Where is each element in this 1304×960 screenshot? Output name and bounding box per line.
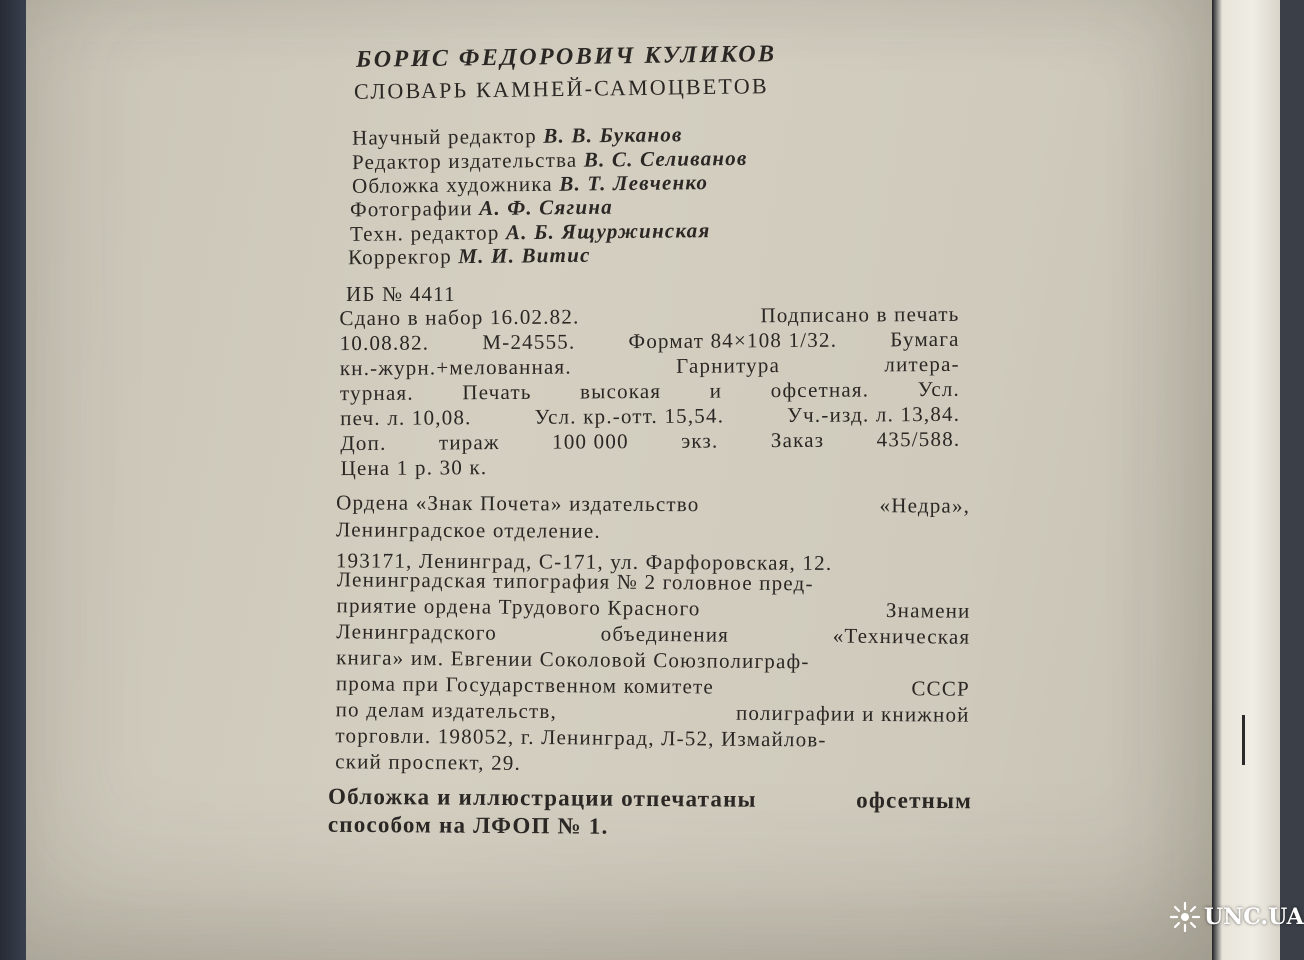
dark-background-edge <box>0 0 28 960</box>
imprint-text: Печать <box>462 379 532 405</box>
imprint-block <box>339 302 960 481</box>
printer-line: Ленинградская типография № 2 головное пред- <box>336 567 814 596</box>
credit-name: В. С. Селиванов <box>583 145 748 172</box>
imprint-text: и <box>709 378 723 403</box>
printer-text: прома при Государственном комитете <box>335 671 715 699</box>
imprint-text: 435/588. <box>876 426 961 452</box>
imprint-text: печ. л. 10,08. <box>340 405 472 431</box>
imprint-text: литера- <box>884 351 960 377</box>
printer-text: объединения <box>600 621 730 647</box>
imprint-text: турная. <box>339 380 414 406</box>
printer-line: ский проспект, 29. <box>335 749 522 775</box>
imprint-text: тираж <box>438 430 500 455</box>
credit-role: Редактор издательства <box>351 147 578 175</box>
imprint-text: Сдано в набор 16.02.82. <box>339 304 580 331</box>
credit-line <box>348 243 591 271</box>
credit-name: А. Ф. Сягина <box>479 194 613 221</box>
cover-note-line: способом на ЛФОП № 1. <box>327 811 609 839</box>
imprint-text: высокая <box>580 378 662 404</box>
imprint-text: Доп. <box>340 430 387 456</box>
imprint-text: Формат 84×108 1/32. <box>628 327 838 354</box>
imprint-text: Подписано в печать <box>760 301 960 328</box>
printer-text: «Техническая <box>832 623 971 649</box>
cover-note-block <box>328 784 972 842</box>
printer-block <box>335 567 971 780</box>
credit-role: Научный редактор <box>351 123 538 150</box>
publisher-line <box>336 490 970 518</box>
credit-role: Обложка художника <box>351 171 554 198</box>
publisher-address: 193171, Ленинград, С-171, ул. Фарфоровская, 12. <box>335 548 833 575</box>
imprint-text: Заказ <box>770 427 825 453</box>
sunburst-logo-icon <box>1168 900 1202 934</box>
imprint-text: 10.08.82. <box>339 330 430 356</box>
watermark-text: UNC.UA <box>1204 904 1304 930</box>
imprint-text: М-24555. <box>482 329 576 355</box>
imprint-text: кн.-журн.+мелованная. <box>339 354 572 381</box>
book-title: СЛОВАРЬ КАМНЕЙ-САМОЦВЕТОВ <box>353 73 769 104</box>
credit-name: А. Б. Ящуржинская <box>505 218 711 245</box>
publisher-text: «Недра», <box>879 493 971 518</box>
credit-role: Техн. редактор <box>349 220 500 246</box>
cover-note-text: офсетным <box>856 787 973 814</box>
publisher-line: Ленинградское отделение. <box>335 517 601 543</box>
credit-name: В. В. Буканов <box>543 122 683 148</box>
credit-role: Фотографии <box>349 196 473 222</box>
printer-text: Ленинградского <box>336 619 498 645</box>
imprint-text: Уч.-изд. л. 13,84. <box>786 401 961 428</box>
credit-role: Коррекгор <box>347 244 452 270</box>
cover-note-text: Обложка и иллюстрации отпечатаны <box>328 783 757 812</box>
page-notch <box>1242 715 1245 765</box>
facing-page-edge <box>1212 0 1280 960</box>
printer-text: Знамени <box>885 598 971 623</box>
imprint-text: Гарнитура <box>676 353 781 378</box>
printer-line: торговли. 198052, г. Ленинград, Л-52, Измайлов- <box>335 723 827 752</box>
ib-number: ИБ № 4411 <box>346 282 456 306</box>
site-watermark <box>1168 900 1304 934</box>
printer-line: книга» им. Евгении Соколовой Союзполиграф- <box>336 645 810 674</box>
printer-text: приятие ордена Трудового Красного <box>336 593 701 621</box>
publisher-text: Ордена «Знак Почета» издательство <box>336 490 700 517</box>
imprint-text: Бумага <box>890 326 960 352</box>
imprint-text: офсетная. <box>770 377 870 403</box>
imprint-text: Усл. кр.-отт. 15,54. <box>534 403 725 429</box>
author-name: БОРИС ФЕДОРОВИЧ КУЛИКОВ <box>355 41 777 73</box>
credit-name: В. Т. Левченко <box>559 170 709 196</box>
credit-name: М. И. Витис <box>458 242 591 269</box>
imprint-text: Усл. <box>917 376 961 402</box>
printer-text: СССР <box>911 676 970 701</box>
publisher-block <box>336 490 970 576</box>
imprint-text: экз. <box>681 428 719 453</box>
printer-text: полиграфии и книжной <box>735 700 970 727</box>
price-line: Цена 1 р. 30 к. <box>340 455 488 481</box>
credit-line <box>350 195 613 223</box>
imprint-text: 100 000 <box>551 429 629 454</box>
printer-text: по делам издательств, <box>335 697 558 724</box>
